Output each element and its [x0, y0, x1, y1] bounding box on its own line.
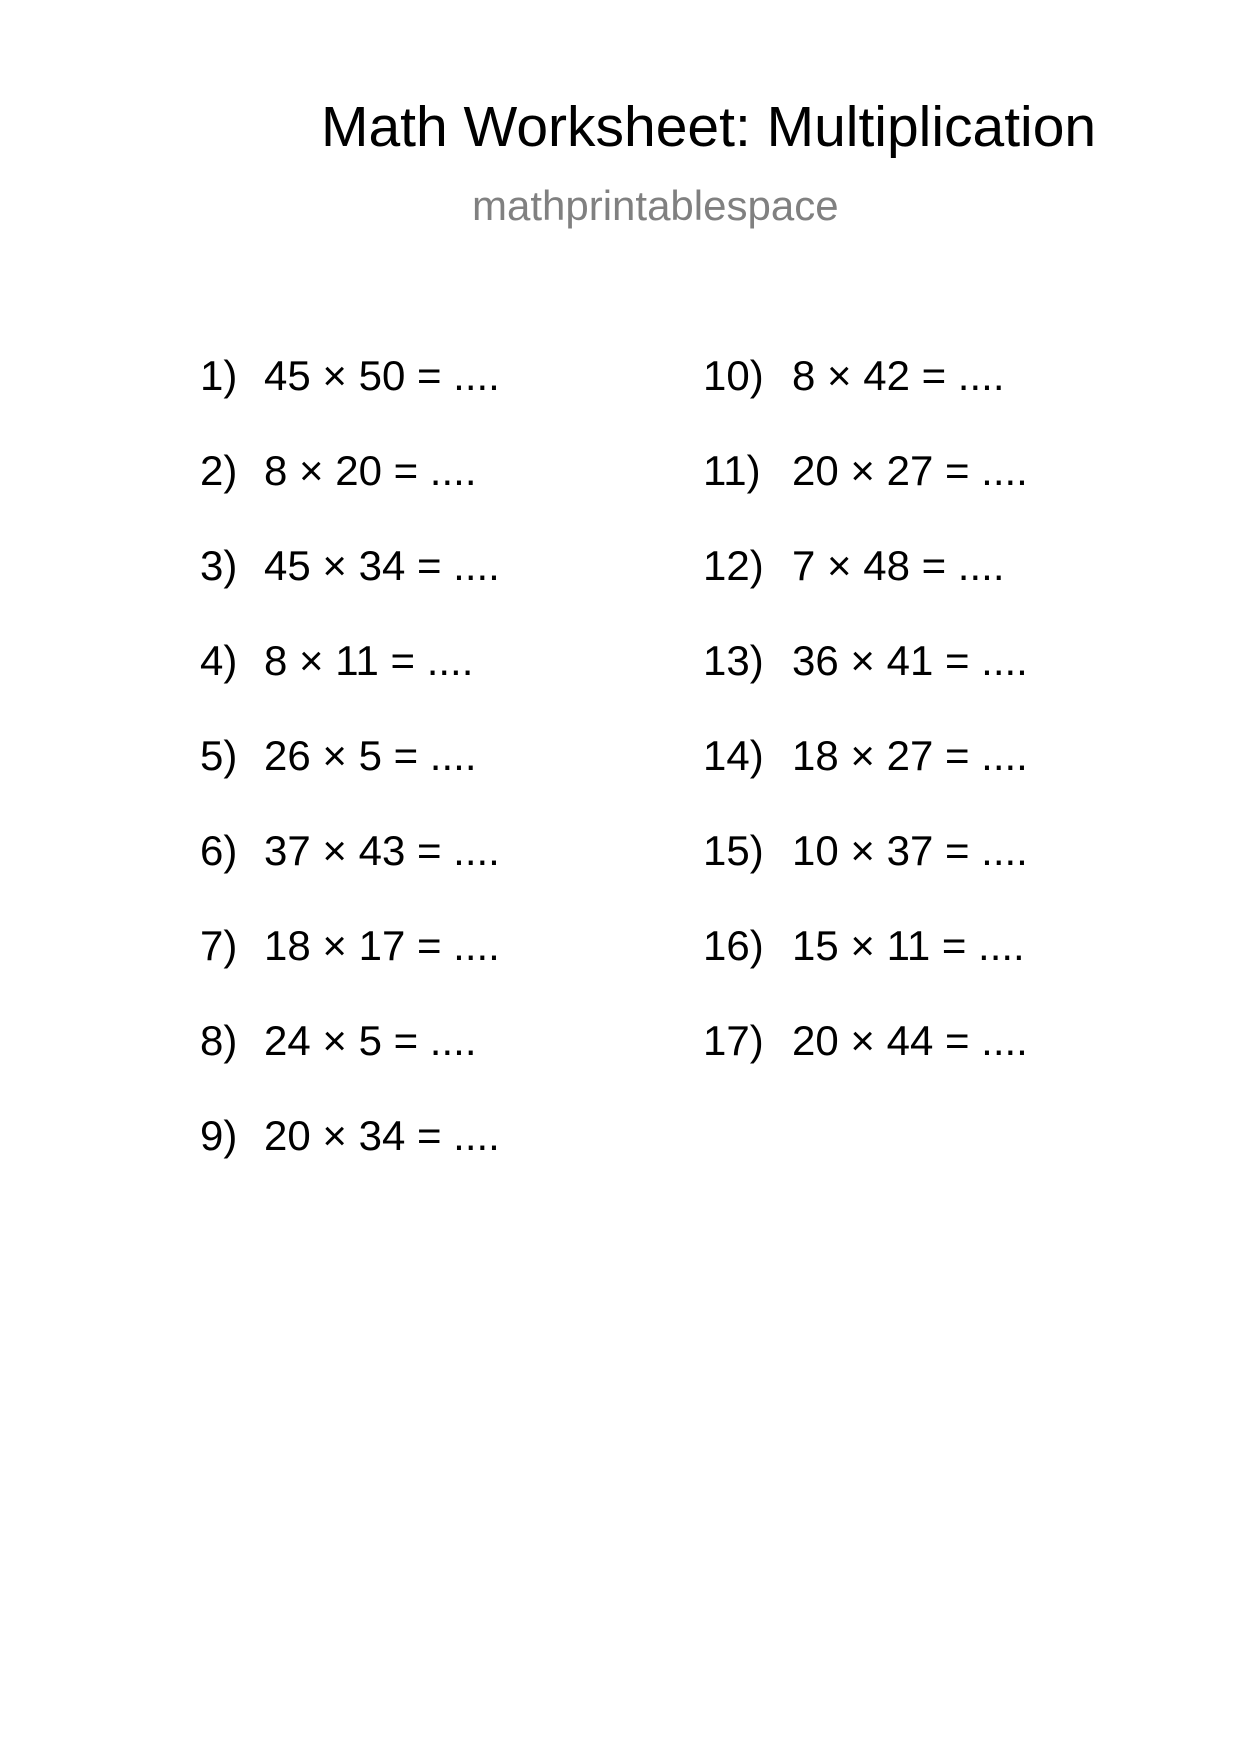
problem-item [200, 1017, 500, 1112]
problem-expression: 45 × 50 = .... [264, 352, 500, 399]
problem-number: 8) [200, 1017, 238, 1064]
problem-item [703, 542, 1028, 637]
problem-expression: 20 × 27 = .... [792, 447, 1028, 494]
problem-number: 16) [703, 922, 764, 969]
problem-expression: 18 × 17 = .... [264, 922, 500, 969]
problem-number: 1) [200, 352, 238, 399]
problem-item [200, 732, 500, 827]
problem-number: 5) [200, 732, 238, 779]
problem-number: 7) [200, 922, 238, 969]
problem-number: 6) [200, 827, 238, 874]
problem-number: 17) [703, 1017, 764, 1064]
problem-item [200, 637, 500, 732]
problem-expression: 10 × 37 = .... [792, 827, 1028, 874]
problem-expression: 15 × 11 = .... [792, 922, 1025, 969]
problem-expression: 26 × 5 = .... [264, 732, 477, 779]
problem-item [703, 732, 1028, 827]
problem-expression: 8 × 42 = .... [792, 352, 1005, 399]
problem-item [200, 827, 500, 922]
problem-expression: 8 × 11 = .... [264, 637, 474, 684]
problem-number: 11) [703, 447, 761, 494]
problem-number: 15) [703, 827, 764, 874]
problem-number: 4) [200, 637, 238, 684]
problem-item [200, 447, 500, 542]
problem-item [200, 1112, 500, 1207]
problem-number: 14) [703, 732, 764, 779]
worksheet-subtitle: mathprintablespace [472, 182, 839, 229]
problem-list-left [200, 352, 500, 1207]
problem-item [200, 542, 500, 637]
problem-number: 13) [703, 637, 764, 684]
problem-number: 9) [200, 1112, 238, 1159]
problem-item [703, 637, 1028, 732]
problem-list-right [703, 352, 1028, 1112]
problem-number: 12) [703, 542, 764, 589]
problem-item [703, 352, 1028, 447]
worksheet-title: Math Worksheet: Multiplication [321, 95, 1097, 159]
problem-expression: 24 × 5 = .... [264, 1017, 477, 1064]
problem-number: 2) [200, 447, 238, 494]
problem-item [703, 1017, 1028, 1112]
problem-item [703, 922, 1028, 1017]
problem-expression: 20 × 44 = .... [792, 1017, 1028, 1064]
problem-expression: 36 × 41 = .... [792, 637, 1028, 684]
problem-expression: 45 × 34 = .... [264, 542, 500, 589]
problem-expression: 18 × 27 = .... [792, 732, 1028, 779]
problem-expression: 20 × 34 = .... [264, 1112, 500, 1159]
problem-item [200, 922, 500, 1017]
problem-item [200, 352, 500, 447]
problem-number: 10) [703, 352, 764, 399]
problem-expression: 8 × 20 = .... [264, 447, 477, 494]
problem-item [703, 447, 1028, 542]
problem-number: 3) [200, 542, 238, 589]
problem-item [703, 827, 1028, 922]
problem-expression: 7 × 48 = .... [792, 542, 1005, 589]
problem-expression: 37 × 43 = .... [264, 827, 500, 874]
